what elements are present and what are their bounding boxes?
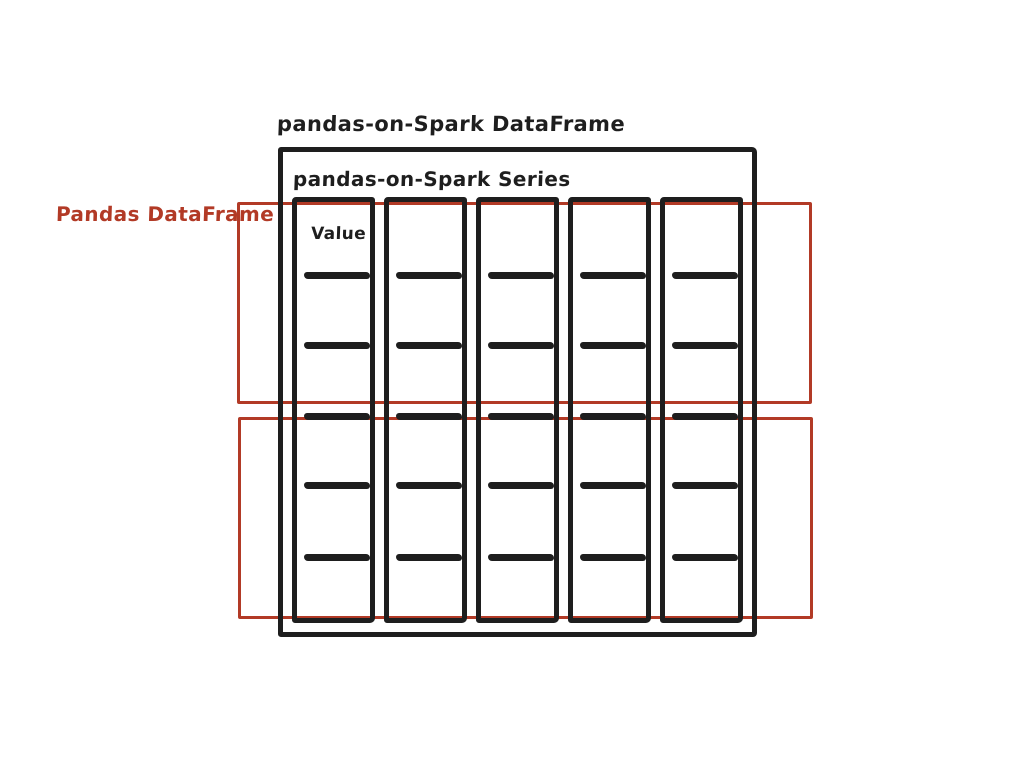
pandas-on-spark-series-column	[660, 197, 743, 623]
value-row-dash	[672, 482, 738, 489]
value-row-dash	[488, 272, 554, 279]
value-row-dash	[488, 342, 554, 349]
pandas-on-spark-dataframe-title: pandas-on-Spark DataFrame	[276, 112, 626, 136]
pandas-on-spark-series-column	[476, 197, 559, 623]
value-column-header: Value	[310, 224, 367, 244]
value-row-dash	[488, 482, 554, 489]
pandas-on-spark-series-column	[568, 197, 651, 623]
value-row-dash	[396, 272, 462, 279]
value-row-dash	[396, 482, 462, 489]
value-row-dash	[488, 554, 554, 561]
value-row-dash	[396, 554, 462, 561]
value-row-dash	[304, 272, 370, 279]
value-row-dash	[488, 413, 554, 420]
value-row-dash	[580, 272, 646, 279]
value-row-dash	[672, 413, 738, 420]
pandas-dataframe-label: Pandas DataFrame	[55, 202, 275, 226]
value-row-dash	[304, 482, 370, 489]
value-row-dash	[304, 554, 370, 561]
value-row-dash	[396, 342, 462, 349]
value-row-dash	[672, 272, 738, 279]
value-row-dash	[396, 413, 462, 420]
pandas-on-spark-series-column	[292, 197, 375, 623]
value-row-dash	[580, 554, 646, 561]
value-row-dash	[580, 413, 646, 420]
pandas-on-spark-series-label: pandas-on-Spark Series	[292, 167, 572, 191]
value-row-dash	[672, 554, 738, 561]
value-row-dash	[304, 413, 370, 420]
value-row-dash	[672, 342, 738, 349]
value-row-dash	[580, 482, 646, 489]
value-row-dash	[304, 342, 370, 349]
value-row-dash	[580, 342, 646, 349]
pandas-on-spark-series-column	[384, 197, 467, 623]
